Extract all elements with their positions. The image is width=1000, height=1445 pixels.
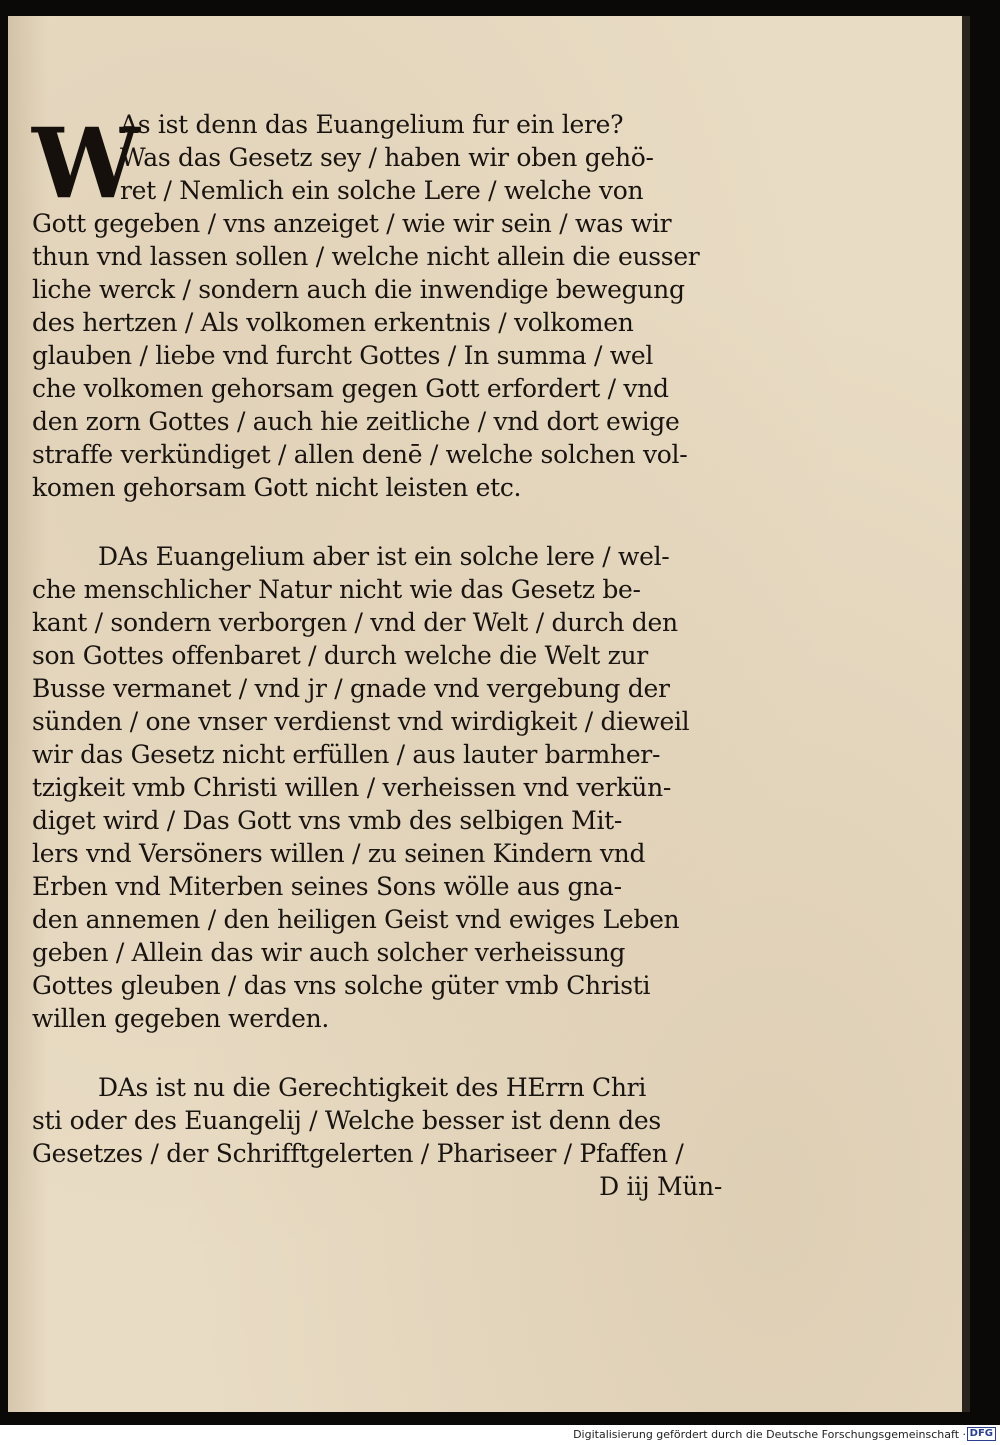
text-line: sünden / one vnser verdienst vnd wirdigkeit / dieweil [32, 707, 690, 736]
paragraph-gap [32, 1035, 732, 1071]
text-line: ret / Nemlich ein solche Lere / welche von [120, 176, 644, 205]
text-line: willen gegeben werden. [32, 1004, 330, 1033]
page-edge [962, 16, 970, 1412]
text-line: Busse vermanet / vnd jr / gnade vnd vergebung der [32, 674, 670, 703]
text-line: glauben / liebe vnd furcht Gottes / In summa / wel [32, 341, 654, 370]
text-line: komen gehorsam Gott nicht leisten etc. [32, 473, 522, 502]
text-line: DAs Euangelium aber ist ein solche lere / wel- [98, 542, 670, 571]
dfg-logo: DFG [967, 1427, 996, 1441]
text-line: che menschlicher Natur nicht wie das Gesetz be- [32, 575, 641, 604]
text-line: thun vnd lassen sollen / welche nicht allein die eusser [32, 242, 700, 271]
text-line: wir das Gesetz nicht erfüllen / aus lauter barmher- [32, 740, 661, 769]
text-line: DAs ist nu die Gerechtigkeit des HErrn Chri [98, 1073, 647, 1102]
text-line: straffe verkündiget / allen denē / welche solchen vol- [32, 440, 688, 469]
text-line: As ist denn das Euangelium fur ein lere? [120, 110, 624, 139]
catchword-signature: D iij Mün- [599, 1172, 722, 1201]
drop-initial: W [32, 107, 140, 220]
text-line: geben / Allein das wir auch solcher verheissung [32, 938, 626, 967]
body-text [32, 108, 732, 1203]
text-line: diget wird / Das Gott vns vmb des selbigen Mit- [32, 806, 623, 835]
paragraph-gap [32, 504, 732, 540]
paragraph-3 [32, 1071, 732, 1203]
paragraph-2 [32, 540, 732, 1035]
text-line: lers vnd Versöners willen / zu seinen Kindern vnd [32, 839, 646, 868]
text-line: tzigkeit vmb Christi willen / verheissen vnd verkün- [32, 773, 672, 802]
text-line: Gott gegeben / vns anzeiget / wie wir sein / was wir [32, 209, 672, 238]
text-line: kant / sondern verborgen / vnd der Welt / durch den [32, 608, 678, 637]
text-line: den zorn Gottes / auch hie zeitliche / vnd dort ewige [32, 407, 680, 436]
funding-credit: Digitalisierung gefördert durch die Deutsche Forschungsgemeinschaft · [573, 1428, 966, 1441]
text-line: sti oder des Euangelij / Welche besser ist denn des [32, 1106, 661, 1135]
text-line: liche werck / sondern auch die inwendige bewegung [32, 275, 685, 304]
paragraph-1 [32, 108, 732, 504]
text-line: Was das Gesetz sey / haben wir oben gehö- [120, 143, 654, 172]
text-line: Erben vnd Miterben seines Sons wölle aus gna- [32, 872, 622, 901]
text-line: che volkomen gehorsam gegen Gott erfordert / vnd [32, 374, 669, 403]
text-line: des hertzen / Als volkomen erkentnis / volkomen [32, 308, 634, 337]
text-line: son Gottes offenbaret / durch welche die Welt zur [32, 641, 648, 670]
text-line: Gottes gleuben / das vns solche güter vmb Christi [32, 971, 651, 1000]
text-line: Gesetzes / der Schrifftgelerten / Phariseer / Pfaffen / [32, 1139, 684, 1168]
text-line: den annemen / den heiligen Geist vnd ewiges Leben [32, 905, 680, 934]
